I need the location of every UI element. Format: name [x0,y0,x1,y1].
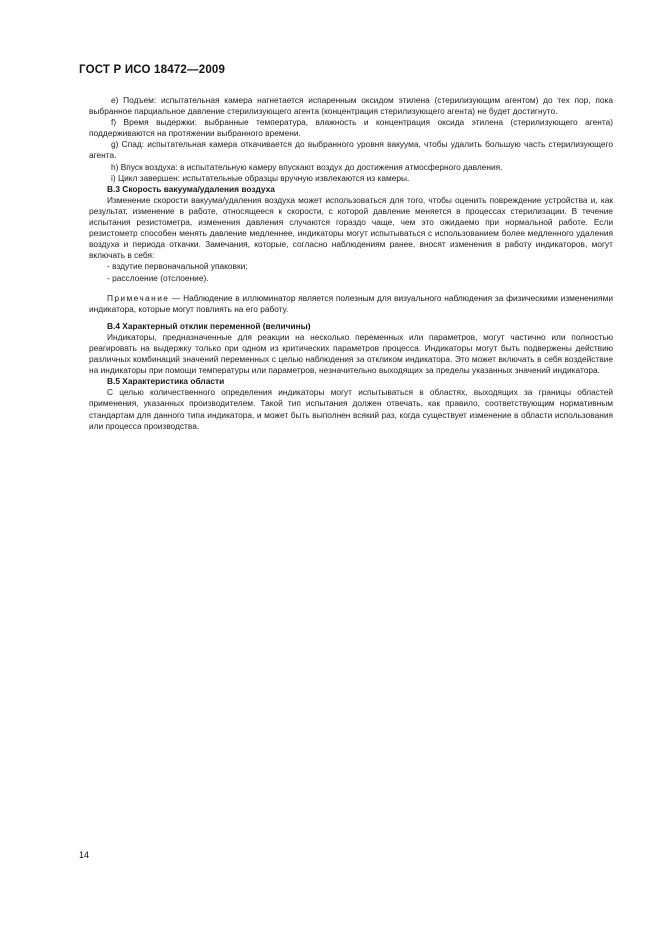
paragraph-e: е) Подъем: испытательная камера нагнетается испаренным оксидом этилена (стерилизующим агентом) до тех пор, пока выбранное парциальное давление стерилизующего агента (концентрация стерилизующего агента) не будет достигнуто. [89,95,613,117]
page-number: 14 [79,850,90,860]
section-body-b3: Изменение скорости вакуума/удаления воздуха может использоваться для того, чтобы оценить повреждение устройства и, как результат, изменение в работе, относящееся к скорости, с которой давление меняется в процессах стерилизации. В течение испытания резистометра, изменения давления случаются гораздо чаще, чем это ожидаемо при нормальной работе. Если резистометр способен менять давление медленнее, индикаторы могут испытываться с использованием более медленного удаления воздуха и периода откачки. Замечания, которые, согласно наблюдениям ранее, вносят изменения в работу индикаторов, могут включать в себя: [89,194,613,261]
section-body-b4: Индикаторы, предназначенные для реакции на несколько переменных или параметров, могут частично или полностью реагировать на выдержку только при одном из критических параметров процесса. Индикаторы могут быть подвержены действию различных комбинаций значений переменных с целью наблюдения за откликом индикатора. Это может включать в себя воздействие на индикаторы при помощи температуры или параметров, незначительно выходящих за пределы указанных значений индикатора. [89,331,613,376]
note-paragraph [89,293,613,315]
note-text: — Наблюдение в иллюминатор является полезным для визуального наблюдения за физическими изменениями индикатора, которые могут повлиять на его работу. [89,292,613,314]
section-heading-b5: В.5 Характеристика области [107,376,225,387]
note-label: Примечание [107,292,170,303]
paragraph-h: h) Впуск воздуха: в испытательную камеру впускают воздух до достижения атмосферного давления. [111,161,503,172]
paragraph-f: f) Время выдержки: выбранные температура, влажность и концентрация оксида этилена (стерилизующего агента) поддерживаются на протяжении выбранного времени. [89,117,613,139]
document-body [89,95,613,432]
section-heading-b3: В.3 Скорость вакуума/удаления воздуха [107,183,275,194]
section-body-b5: С целью количественного определения индикаторы могут испытываться в областях, выходящих за границы областей применения, указанных производителем. Такой тип испытания должен отвечать, как правило, соответствующим нормативным стандартам для данного типа индикатора, и может быть выполнен всякий раз, когда существует изменение в области использования или процесса производства. [89,387,613,431]
paragraph-g: g) Спад: испытательная камера откачивается до выбранного уровня вакуума, чтобы удалить большую часть стерилизующего агента. [89,139,613,161]
paragraph-i: i) Цикл завершен: испытательные образцы вручную извлекаются из камеры. [111,172,410,183]
list-item: - вздутие первоначальной упаковки; [107,261,248,272]
section-heading-b4: В.4 Характерный отклик переменной (величины) [107,320,311,331]
document-header: ГОСТ Р ИСО 18472—2009 [79,64,226,76]
list-item: - расслоение (отслоение). [107,272,209,283]
